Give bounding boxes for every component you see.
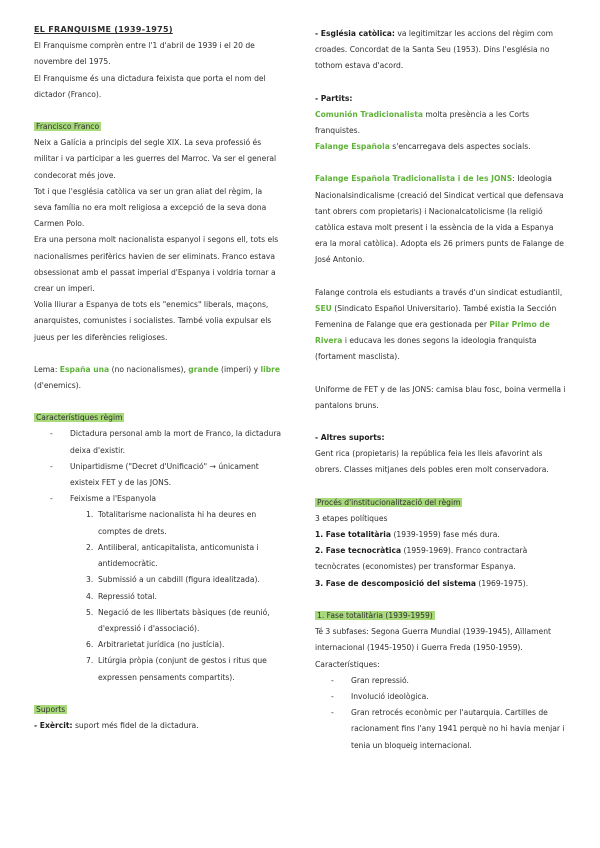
fase1-list (315, 673, 567, 754)
partits-heading: - Partits: (315, 93, 353, 103)
document-title: EL FRANQUISME (1939-1975) (34, 25, 173, 34)
list-item: 4. Repressió total. (86, 591, 157, 601)
etapa-1: 1. Fase totalitària (1939-1959) fase més dura. (315, 530, 500, 540)
list-item: - Unipartidisme ("Decret d'Unificació" → únicament existeix FET y de las JONS. (50, 459, 282, 491)
list-item: 3. Submissió a un cabdill (figura idealitzada). (86, 575, 260, 585)
list-item: 5. Negació de les llibertats bàsiques (de reunió, d'expressió i d'associació). (86, 607, 270, 633)
feixisme-sublist (34, 507, 282, 685)
etapa-3: 3. Fase de descomposició del sistema (1969-1975). (315, 578, 529, 588)
franco-paragraph-1: Neix a Galícia a principis del segle XIX. La seva professió és militar i va participar a les guerres del Marroc. Va ser el general condecorat més jove. (34, 138, 277, 180)
franco-paragraph-3: Era una persona molt nacionalista espanyol i segons ell, tots els nacionalismes perifèrics havien de ser eliminats. Franco estava obsessionat amb el passat imperial d'Espanya i voldria tornar a crear un imperi. (34, 235, 279, 294)
list-item: 6. Arbitrarietat jurídica (no justícia). (86, 640, 225, 650)
fet-jons-paragraph: Falange Española Tradicionalista i de les JONS: Ideologia Nacionalsindicalisme (creació del Sindicat vertical que defensava tant obrers com propietaris) i Nacionalcatolicisme (la religió catòlica estava molt present i la essència de la vida a Espanya era la moral catòlica). Adopta els 26 primers punts de Falange de José Antonio. (315, 174, 564, 265)
intro-paragraph-1: El Franquisme comprèn entre l'1 d'abril de 1939 i el 20 de novembre del 1975. (34, 41, 255, 67)
list-item: 2. Antiliberal, anticapitalista, anticomunista i antidemocràtic. (86, 542, 259, 569)
left-column (34, 0, 282, 734)
etapa-2: 2. Fase tecnocràtica (1959-1969). Franco contractarà tecnòcrates (economistes) per transformar Espanya. (315, 546, 528, 572)
list-item: - Involució ideològica. (331, 689, 567, 705)
falange-paragraph: Falange Española s'encarregava dels aspectes socials. (315, 142, 531, 152)
section-heading-proces: Procés d'institucionalització del règim (317, 497, 461, 507)
list-item: 1. Totalitarisme nacionalista hi ha deures en comptes de drets. (86, 510, 257, 536)
exercit-paragraph: - Exèrcit: suport més fidel de la dictadura. (34, 720, 199, 730)
list-item: - Feixisme a l'Espanyola (50, 491, 282, 507)
falange-estudiants-paragraph: Falange controla els estudiants a través d'un sindicat estudiantil, SEU (Sindicato Español Universitario). També existia la Sección Femenina de Falange que era gestionada per Pilar Primo de Rivera i educava les dones segons la ideologia franquista (fortament masclista). (315, 287, 563, 362)
caracteristiques-list (34, 426, 282, 507)
comunion-paragraph: Comunión Tradicionalista molta presència a les Corts franquistes. (315, 109, 530, 136)
list-item: - Gran retrocés econòmic per l'autarquia. Cartilles de racionament fins l'any 1941 perquè no hi havia menjar i tenia un bloqueig internacional. (331, 705, 567, 754)
fase1-paragraph-1: Té 3 subfases: Segona Guerra Mundial (1939-1945), Aïllament internacional (1945-1950) i Guerra Freda (1950-1959). (315, 627, 552, 653)
uniforme-paragraph: Uniforme de FET y de las JONS: camisa blau fosc, boina vermella i pantalons bruns. (315, 384, 566, 410)
section-heading-caracteristiques: Característiques règim (36, 413, 123, 423)
franco-paragraph-4: Volia lliurar a Espanya de tots els "enemics" liberals, maçons, anarquistes, comunistes i socialistes. També volia expulsar els jueus per les diferències religioses. (34, 300, 272, 342)
list-item: - Gran repressió. (331, 673, 567, 689)
section-heading-fase-totalitaria: 1. Fase totalitària (1939-1959) (317, 610, 433, 620)
section-heading-suports: Suports (36, 704, 66, 714)
section-heading-franco: Francisco Franco (36, 122, 100, 132)
esglesia-paragraph: - Església catòlica: va legitimitzar les accions del règim com croades. Concordat de la Santa Seu (1953). Dins l'església no tothom estava d'acord. (315, 29, 554, 71)
right-column (315, 0, 567, 754)
altres-suports-paragraph: Gent rica (propietaris) la república feia les lleis afavorint als obrers. Classes mitjanes dels pobles eren molt conservadora. (315, 449, 549, 475)
lema-paragraph: Lema: España una (no nacionalismes), grande (imperi) y libre (d'enemics). (34, 364, 281, 391)
franco-paragraph-2: Tot i que l'església catòlica va ser un gran aliat del règim, la seva família no era molt religiosa a excepció de la seva dona Carmen Polo. (34, 186, 267, 229)
proces-intro: 3 etapes polítiques (315, 513, 388, 523)
fase1-paragraph-2: Característiques: (315, 659, 380, 669)
list-item: - Dictadura personal amb la mort de Franco, la dictadura deixa d'existir. (50, 426, 282, 458)
list-item: 7. Litúrgia pròpia (conjunt de gestos i ritus que expressen pensaments compartits). (86, 656, 267, 682)
intro-paragraph-2: El Franquisme és una dictadura feixista que porta el nom del dictador (Franco). (34, 73, 266, 99)
altres-suports-heading: - Altres suports: (315, 433, 385, 443)
